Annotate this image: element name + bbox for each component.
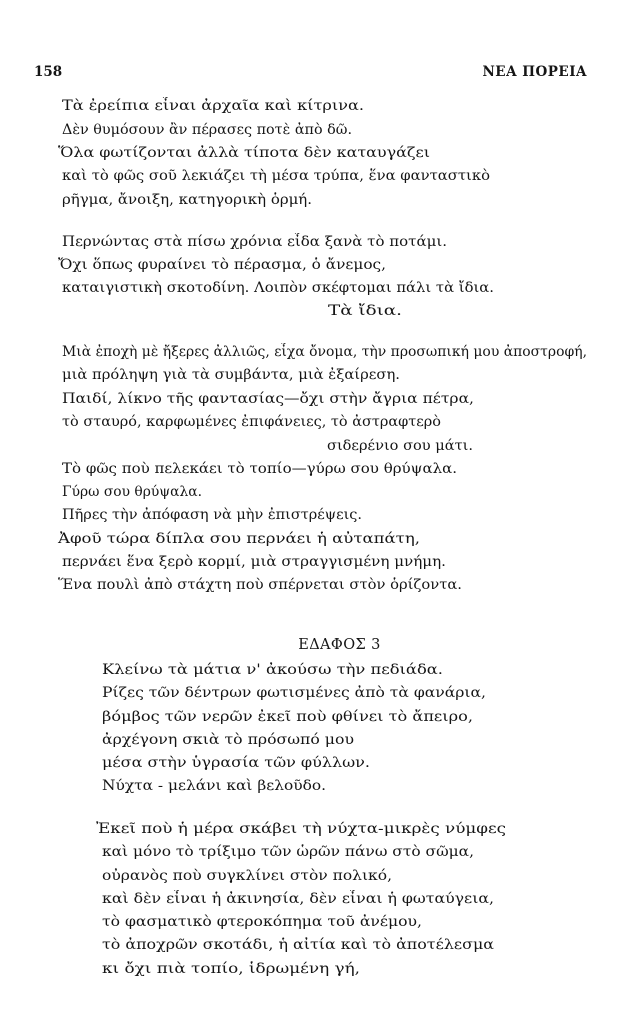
poem-line: Νύχτα - μελάνι καὶ βελοῦδο. [102,778,326,794]
poem-line: Δὲν θυμόσουν ἂν πέρασες ποτὲ ἀπὸ δῶ. [62,122,352,138]
poem-line: Κλείνω τὰ μάτια ν' ἀκούσω τὴν πεδιάδα. [102,662,443,678]
poem-title [0,637,639,653]
poem-line: καὶ δὲν εἶναι ἡ ἀκινησία, δὲν εἶναι ἡ φωταύγεια, [102,891,494,907]
poem-line: ρῆγμα, ἄνοιξη, κατηγορικὴ ὁρμή. [62,192,312,208]
poem-line: μιὰ πρόληψη γιὰ τὰ συμβάντα, μιὰ ἐξαίρεση. [62,367,400,383]
poem-line: καὶ μόνο τὸ τρίξιμο τῶν ὡρῶν πάνω στὸ σῶμα, [102,844,474,860]
poem-line: βόμβος τῶν νερῶν ἐκεῖ ποὺ φθίνει τὸ ἄπειρο, [102,709,473,725]
poem-line: σιδερένιο σου μάτι. [327,438,473,454]
poem-line: Ὅλα φωτίζονται ἀλλὰ τίποτα δὲν καταυγάζει [58,145,430,161]
poem-line: Περνώντας στὰ πίσω χρόνια εἶδα ξανὰ τὸ ποτάμι. [62,234,447,250]
poem-line: τὸ ἀποχρῶν σκοτάδι, ἡ αἰτία καὶ τὸ ἀποτέλεσμα [102,937,494,953]
poem-line: Ὄχι ὅπως φυραίνει τὸ πέρασμα, ὁ ἄνεμος, [58,257,386,273]
poem-line: Πῆρες τὴν ἀπόφαση νὰ μὴν ἐπιστρέψεις. [62,507,363,523]
poem-line: Τὰ ἴδια. [328,303,402,319]
page-number: 158 [34,64,63,80]
poem-line: περνάει ἕνα ξερὸ κορμί, μιὰ στραγγισμένη μνήμη. [62,554,446,570]
poem-line: τὸ φασματικὸ φτεροκόπημα τοῦ ἀνέμου, [102,914,422,930]
poem-line: Ἕνα πουλὶ ἀπὸ στάχτη ποὺ σπέρνεται στὸν ὁρίζοντα. [58,577,462,593]
poem-line: μέσα στὴν ὑγρασία τῶν φύλλων. [102,755,370,771]
poem-line: Τὸ φῶς ποὺ πελεκάει τὸ τοπίο—γύρω σου θρύψαλα. [62,461,457,477]
poem-line: ἀρχέγονη σκιὰ τὸ πρόσωπό μου [102,732,354,748]
poem-line: Ἀφοῦ τώρα δίπλα σου περνάει ἡ αὐταπάτη, [58,531,420,547]
poem-line: Ρίζες τῶν δέντρων φωτισμένες ἀπὸ τὰ φανάρια, [102,685,486,701]
poem-line: Ἐκεῖ ποὺ ἡ μέρα σκάβει τὴ νύχτα-μικρὲς νύμφες [96,821,506,837]
poem-line: Παιδί, λίκνο τῆς φαντασίας—ὄχι στὴν ἄγρια πέτρα, [62,391,474,407]
poem-line: Μιὰ ἐποχὴ μὲ ἤξερες ἀλλιῶς, εἶχα ὄνομα, τὴν προσωπική μου ἀποστροφή, [62,344,587,360]
poem-line: οὐρανὸς ποὺ συγκλίνει στὸν πολικό, [102,868,392,884]
poem-line: Γύρω σου θρύψαλα. [62,484,202,500]
poem-line: καταιγιστικὴ σκοτοδίνη. Λοιπὸν σκέφτομαι πάλι τὰ ἴδια. [62,280,494,296]
poem-line: Τὰ ἐρείπια εἶναι ἀρχαῖα καὶ κίτρινα. [62,98,364,114]
poem-line: τὸ σταυρό, καρφωμένες ἐπιφάνειες, τὸ ἀστραφτερὸ [62,414,441,430]
poem-line: καὶ τὸ φῶς σοῦ λεκιάζει τὴ μέσα τρύπα, ἕνα φανταστικὸ [62,168,490,184]
journal-name: ΝΕΑ ΠΟΡΕΙΑ [482,64,587,80]
poem-line: κι ὄχι πιὰ τοπίο, ἱδρωμένη γή, [102,961,360,977]
poem-title-text: ΕΔΑΦΟΣ 3 [298,637,381,653]
running-head [34,64,587,82]
